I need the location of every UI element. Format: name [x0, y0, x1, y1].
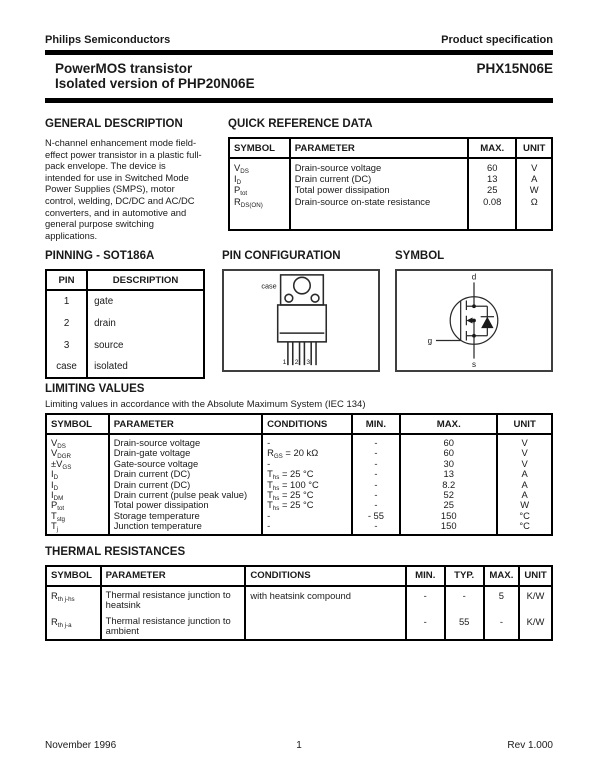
pinning-section — [45, 250, 205, 379]
page-number: 1 — [296, 740, 302, 751]
column-header: MIN. — [406, 566, 445, 586]
max-value: 60 — [443, 437, 454, 448]
max-value: - — [484, 613, 519, 640]
min-value: - — [374, 457, 378, 469]
symbol-cell: $R_{th j-hs}$ — [46, 586, 101, 613]
conditions-cell — [262, 434, 352, 535]
condition-text: $T_{hs} = 100$ °C — [267, 478, 319, 492]
typ-value: - — [445, 586, 484, 613]
column-header: MIN. — [352, 414, 401, 434]
source-terminal-label: s — [471, 360, 477, 370]
parameter-text: Total power dissipation — [294, 184, 390, 196]
unit-value: A — [521, 478, 528, 490]
limiting-values-section — [45, 383, 553, 536]
unit-value: A — [521, 489, 528, 501]
vendor-name: Philips Semiconductors — [45, 34, 171, 46]
parameter-text: Drain-gate voltage — [113, 447, 191, 459]
parameter-text: Drain-source on-state resistance — [294, 195, 431, 207]
table-body-row — [46, 613, 552, 640]
condition-text: - — [267, 437, 271, 448]
spec-type-label: Product specification — [441, 34, 553, 46]
pinning-row — [46, 334, 204, 356]
symbol-text: $T_{stg}$ — [51, 509, 65, 523]
unit-value: W — [520, 499, 530, 511]
max-value: 30 — [443, 457, 454, 469]
symbol-text: $P_{tot}$ — [234, 184, 248, 198]
unit-value: V — [521, 457, 528, 469]
symbol-text: $I_D$ — [234, 173, 242, 187]
table-header-row — [46, 270, 204, 290]
column-header: PARAMETER — [109, 414, 262, 434]
section-heading: LIMITING VALUES — [45, 383, 145, 395]
symbol-cell — [229, 158, 290, 230]
max-value: 60 — [487, 162, 498, 173]
parameter-text: Total power dissipation — [113, 499, 209, 511]
symbol-section — [395, 250, 553, 379]
column-header: UNIT — [516, 138, 552, 158]
parameter-cell: Thermal resistance junction to ambient — [101, 613, 246, 640]
conditions-cell: with heatsink compound — [245, 586, 405, 613]
thermal-resistances-section — [45, 546, 553, 641]
parameter-text: Drain current (DC) — [113, 478, 191, 490]
symbol-text: $V_{DGR}$ — [51, 447, 72, 461]
parameter-cell — [290, 158, 468, 230]
table-body-row — [46, 586, 552, 613]
symbol-box — [395, 269, 553, 372]
max-value: 13 — [487, 173, 498, 185]
doc-title-line1: PowerMOS transistor — [55, 61, 193, 76]
table-body-row — [46, 434, 552, 535]
condition-text: - — [267, 520, 271, 532]
revision-label: Rev 1.000 — [507, 740, 553, 751]
min-value: - — [374, 489, 378, 501]
parameter-cell — [109, 434, 262, 535]
pin-label: 3 — [306, 359, 311, 367]
symbol-text: $\pm V_{GS}$ — [51, 457, 72, 471]
parameter-cell: Thermal resistance junction to heatsink — [101, 586, 246, 613]
unit-cell — [497, 434, 552, 535]
quick-reference-table — [228, 137, 553, 231]
pin-configuration-box — [222, 269, 380, 372]
pinning-table — [45, 269, 205, 379]
footer-date: November 1996 — [45, 740, 117, 751]
column-header: MAX. — [484, 566, 519, 586]
parameter-text: Junction temperature — [113, 520, 202, 532]
min-value: - — [406, 586, 445, 613]
max-value: 60 — [443, 447, 454, 459]
section-heading: PINNING - SOT186A — [45, 250, 155, 262]
symbol-cell — [46, 434, 109, 535]
min-value: - — [374, 437, 378, 448]
max-cell — [468, 158, 516, 230]
pinning-row — [46, 312, 204, 334]
unit-value: W — [529, 184, 539, 196]
symbol-cell: $R_{th j-a}$ — [46, 613, 101, 640]
column-header: TYP. — [445, 566, 484, 586]
max-value: 52 — [443, 489, 454, 501]
min-value: - 55 — [367, 509, 384, 521]
column-header: CONDITIONS — [262, 414, 352, 434]
max-value: 8.2 — [442, 478, 456, 490]
parameter-text: Drain current (DC) — [294, 173, 372, 185]
general-description-section — [45, 118, 217, 244]
symbol-text: $I_{DM}$ — [51, 489, 64, 503]
parameter-text: Drain current (DC) — [113, 468, 191, 480]
condition-text: $T_{hs} = 25$ °C — [267, 468, 314, 482]
min-value: - — [374, 520, 378, 532]
page-header — [45, 34, 553, 46]
package-drawing-icon — [224, 271, 378, 370]
unit-cell — [516, 158, 552, 230]
title-divider-bar — [45, 98, 553, 103]
column-header: CONDITIONS — [245, 566, 405, 586]
unit-value: A — [521, 468, 528, 480]
min-value: - — [374, 468, 378, 480]
column-header: UNIT — [519, 566, 552, 586]
symbol-text: $R_{DS(ON)}$ — [234, 195, 263, 209]
general-description-text: N-channel enhancement mode field-effect power transistor in a plastic full-pack envelope. The device is intended for use in Switched Mode Power Supplies (SMPS), motor control, welding, DC/DC and AC/DC converters, and in automotive and general purpose switching applications. — [45, 137, 202, 241]
pin-description: isolated — [87, 356, 204, 378]
pinning-row — [46, 356, 204, 378]
pin-description: source — [87, 334, 204, 356]
unit-value: K/W — [519, 586, 552, 613]
parameter-text: Drain-source voltage — [113, 437, 201, 448]
min-cell — [352, 434, 401, 535]
typ-value: 55 — [445, 613, 484, 640]
symbol-text: $I_D$ — [51, 478, 59, 492]
drain-terminal-label: d — [471, 272, 477, 282]
unit-value: °C — [519, 520, 530, 532]
pin-configuration-section — [222, 250, 380, 379]
unit-value: Ω — [530, 195, 538, 207]
conditions-cell — [245, 613, 405, 640]
table-header-row — [46, 566, 552, 586]
parameter-text: Gate-source voltage — [113, 457, 199, 469]
mosfet-symbol-icon — [397, 271, 551, 370]
column-header: PARAMETER — [101, 566, 246, 586]
unit-value: °C — [519, 509, 530, 521]
condition-text: - — [267, 457, 271, 469]
section-heading: GENERAL DESCRIPTION — [45, 118, 183, 130]
column-header: SYMBOL — [46, 414, 109, 434]
pin-description: gate — [87, 290, 204, 312]
parameter-text: Drain current (pulse peak value) — [113, 489, 248, 501]
max-cell — [400, 434, 497, 535]
column-header: DESCRIPTION — [87, 270, 204, 290]
unit-value: V — [521, 447, 528, 459]
thermal-resistances-table — [45, 565, 553, 641]
pin-label: 1 — [282, 359, 287, 367]
title-block — [45, 55, 553, 98]
min-value: - — [406, 613, 445, 640]
parameter-text: Storage temperature — [113, 509, 200, 521]
column-header: PARAMETER — [290, 138, 468, 158]
quick-reference-section — [228, 118, 553, 244]
doc-title-line2: Isolated version of PHP20N06E — [55, 76, 255, 91]
unit-value: K/W — [519, 613, 552, 640]
page-footer — [45, 740, 553, 751]
condition-text: $T_{hs} = 25$ °C — [267, 489, 314, 503]
limiting-values-table — [45, 413, 553, 536]
column-header: UNIT — [497, 414, 552, 434]
limiting-values-subtitle: Limiting values in accordance with the Absolute Maximum System (IEC 134) — [45, 399, 366, 410]
symbol-text: $P_{tot}$ — [51, 499, 65, 513]
symbol-text: $V_{DS}$ — [234, 162, 249, 175]
condition-text: $T_{hs} = 25$ °C — [267, 499, 314, 513]
pin-number: 3 — [46, 334, 87, 356]
section-heading: QUICK REFERENCE DATA — [228, 118, 373, 130]
unit-value: V — [531, 162, 538, 173]
pin-number: case — [46, 356, 87, 378]
unit-value: A — [531, 173, 538, 185]
symbol-text: $V_{DS}$ — [51, 437, 66, 450]
table-header-row — [229, 138, 552, 158]
section-heading: THERMAL RESISTANCES — [45, 545, 186, 558]
section-heading: PIN CONFIGURATION — [222, 250, 341, 262]
part-number: PHX15N06E — [476, 61, 553, 76]
pin-number: 2 — [46, 312, 87, 334]
parameter-text: Drain-source voltage — [294, 162, 382, 173]
column-header: SYMBOL — [46, 566, 101, 586]
max-value: 25 — [443, 499, 454, 511]
min-value: - — [374, 447, 378, 459]
condition-text: $R_{GS} = 20$ kΩ — [267, 447, 319, 461]
max-value: 25 — [487, 184, 498, 196]
column-header: PIN — [46, 270, 87, 290]
symbol-text: $I_D$ — [51, 468, 59, 482]
table-body-row — [229, 158, 552, 230]
column-header: MAX. — [400, 414, 497, 434]
pin-number: 1 — [46, 290, 87, 312]
symbol-text: $T_j$ — [51, 520, 59, 534]
column-header: MAX. — [468, 138, 516, 158]
case-label: case — [261, 281, 277, 291]
table-header-row — [46, 414, 552, 434]
condition-text: - — [267, 509, 271, 521]
max-value: 13 — [443, 468, 454, 480]
min-value: - — [374, 499, 378, 511]
column-header: SYMBOL — [229, 138, 290, 158]
pinning-row — [46, 290, 204, 312]
section-heading: SYMBOL — [395, 250, 445, 262]
min-value: - — [374, 478, 378, 490]
max-value: 0.08 — [483, 195, 502, 207]
max-value: 5 — [484, 586, 519, 613]
unit-value: V — [521, 437, 528, 448]
pin-label: 2 — [294, 359, 299, 367]
max-value: 150 — [440, 520, 457, 532]
max-value: 150 — [440, 509, 457, 521]
gate-terminal-label: g — [427, 336, 433, 346]
pin-description: drain — [87, 312, 204, 334]
